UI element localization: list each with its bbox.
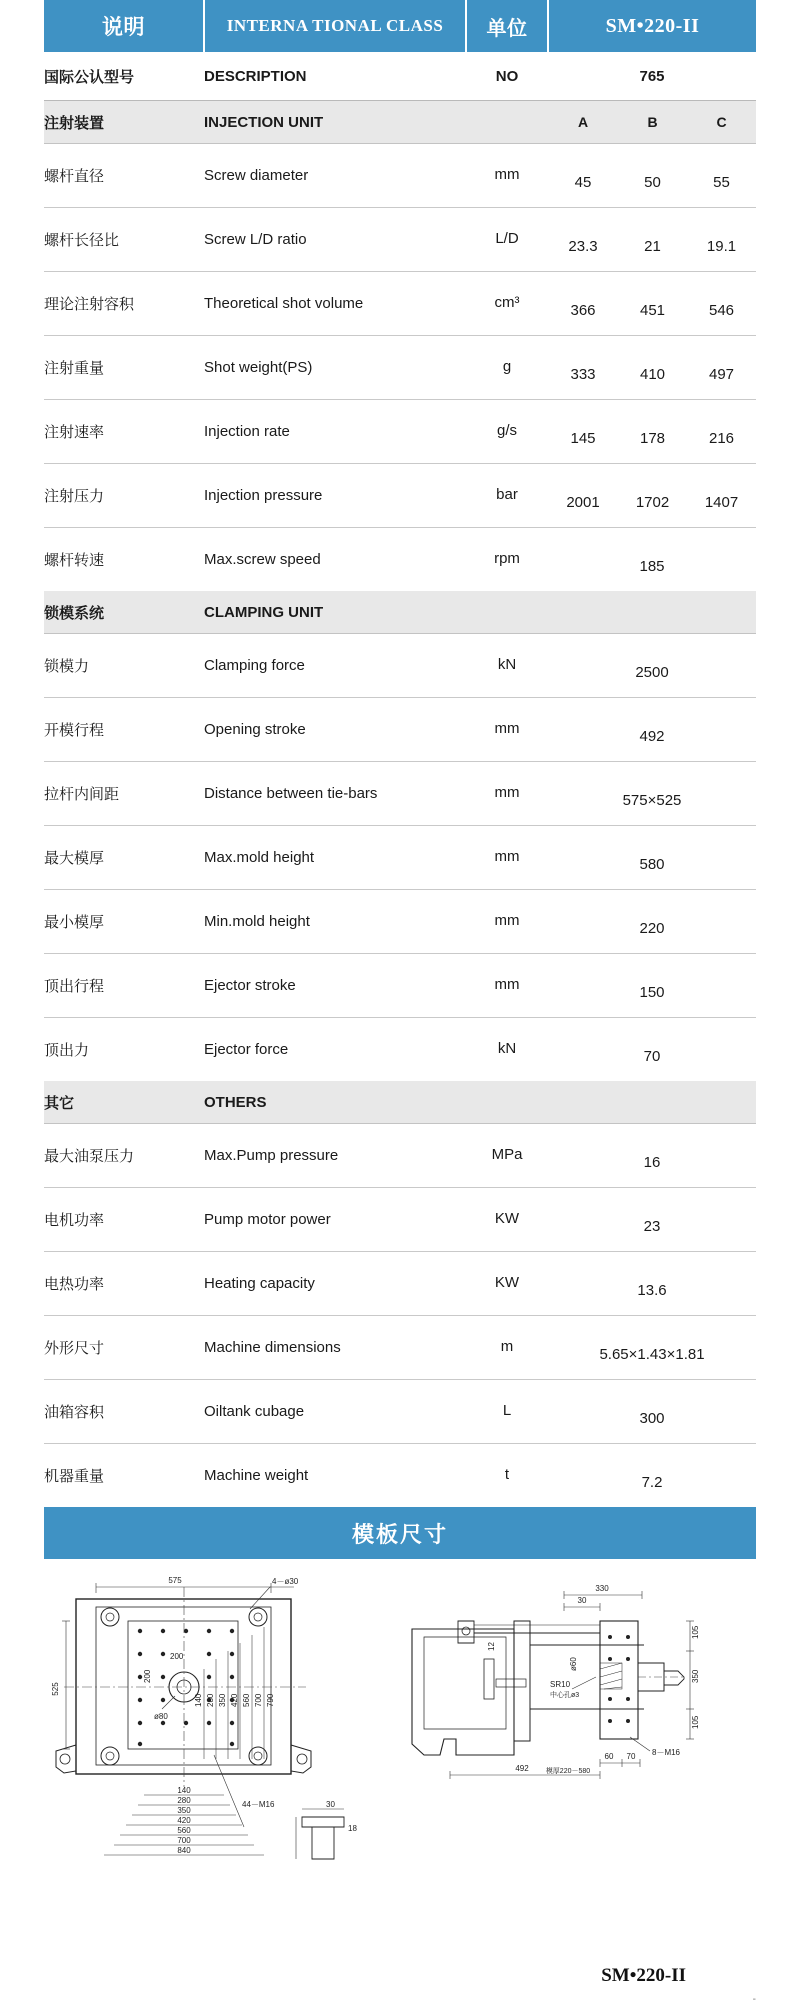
row-label-en: Theoretical shot volume bbox=[204, 272, 466, 336]
row-label-cn: 机器重量 bbox=[44, 1467, 105, 1485]
model-row-unit: NO bbox=[466, 52, 548, 101]
row-unit: mm bbox=[466, 826, 548, 890]
row-label-cn: 顶出行程 bbox=[44, 954, 204, 1018]
dim-420: 420 bbox=[230, 1693, 239, 1707]
row-label-en: Shot weight(PS) bbox=[204, 336, 466, 400]
label-center-bore: ø80 bbox=[154, 1712, 168, 1721]
row-unit: KW bbox=[466, 1188, 548, 1252]
row-unit: kN bbox=[466, 634, 548, 698]
table-row bbox=[44, 464, 756, 528]
row-value-merged: 300 bbox=[548, 1380, 756, 1444]
section-label-cn: 锁模系统 bbox=[44, 591, 204, 634]
row-value-c: 216 bbox=[687, 400, 756, 464]
dim-b-560: 560 bbox=[177, 1826, 191, 1835]
row-unit: mm bbox=[466, 698, 548, 762]
drawing-model-caption: SM•220-II bbox=[601, 1965, 686, 1986]
row-label-cn: 最大模厚 bbox=[44, 826, 204, 890]
row-label-cn: 开模行程 bbox=[44, 698, 204, 762]
header-cell-unit-cn: 单位 bbox=[466, 0, 548, 52]
dim-105-bottom: 105 bbox=[691, 1715, 700, 1729]
model-row-value: 765 bbox=[548, 52, 756, 101]
row-value-merged: 220 bbox=[548, 890, 756, 954]
column-label-b: B bbox=[618, 101, 687, 144]
model-number-row bbox=[44, 52, 756, 101]
row-label-cn: 锁模力 bbox=[44, 634, 204, 698]
row-label-cn: 螺杆直径 bbox=[44, 144, 204, 208]
section-label-en: CLAMPING UNIT bbox=[204, 591, 466, 634]
table-row bbox=[44, 336, 756, 400]
row-label-en: Machine dimensions bbox=[204, 1316, 466, 1380]
section-unit-blank bbox=[466, 591, 548, 634]
row-label-en: Machine weight bbox=[204, 1467, 309, 1484]
dim-30: 30 bbox=[577, 1596, 587, 1605]
dim-platen-height: 525 bbox=[51, 1682, 60, 1696]
dim-60: 60 bbox=[604, 1752, 614, 1761]
row-unit: cm³ bbox=[466, 272, 548, 336]
row-label-en: Injection rate bbox=[204, 400, 466, 464]
header-cell-description-cn: 说明 bbox=[44, 0, 204, 52]
dim-200-a: 200 bbox=[170, 1652, 184, 1661]
row-value-c: 1407 bbox=[687, 464, 756, 528]
dim-b-700: 700 bbox=[177, 1836, 191, 1845]
row-label-en: Opening stroke bbox=[204, 698, 466, 762]
header-cell-international-class: INTERNA TIONAL CLASS bbox=[204, 0, 466, 52]
section-header-injection bbox=[44, 101, 756, 144]
dim-detail-18: 18 bbox=[348, 1824, 357, 1833]
table-row bbox=[44, 144, 756, 208]
row-value-a: 45 bbox=[548, 144, 618, 208]
row-value-merged: 150 bbox=[548, 954, 756, 1018]
dim-140: 140 bbox=[194, 1693, 203, 1707]
row-label-cn: 螺杆转速 bbox=[44, 551, 105, 569]
table-row bbox=[44, 1316, 756, 1380]
row-unit: m bbox=[466, 1316, 548, 1380]
row-unit: L/D bbox=[466, 208, 548, 272]
row-value-b: 21 bbox=[618, 208, 687, 272]
row-value-b: 50 bbox=[618, 144, 687, 208]
dim-790: 790 bbox=[266, 1693, 275, 1707]
label-bolt-holes: 44－M16 bbox=[242, 1800, 275, 1809]
row-value-a: 2001 bbox=[548, 464, 618, 528]
table-row bbox=[44, 698, 756, 762]
table-row bbox=[44, 634, 756, 698]
row-label-cn: 注射重量 bbox=[44, 336, 204, 400]
section-header-clamping bbox=[44, 591, 756, 634]
model-row-label-cn: 国际公认型号 bbox=[44, 52, 204, 101]
section-label-en: INJECTION UNIT bbox=[204, 101, 466, 144]
row-unit: g bbox=[466, 336, 548, 400]
technical-drawing-area bbox=[44, 1559, 756, 2009]
dim-b-350: 350 bbox=[177, 1806, 191, 1815]
row-label-en: Heating capacity bbox=[204, 1252, 466, 1316]
row-label-en: Ejector stroke bbox=[204, 954, 466, 1018]
section-unit-blank bbox=[466, 1081, 548, 1124]
row-unit: mm bbox=[466, 762, 548, 826]
dim-200-b: 200 bbox=[143, 1669, 152, 1683]
dim-12: 12 bbox=[487, 1642, 496, 1651]
dim-b-420: 420 bbox=[177, 1816, 191, 1825]
dim-700: 700 bbox=[254, 1693, 263, 1707]
row-value-merged: 575×525 bbox=[548, 762, 756, 826]
row-label-cn: 理论注射容积 bbox=[44, 272, 204, 336]
column-label-a: A bbox=[548, 101, 618, 144]
table-row bbox=[44, 272, 756, 336]
row-label-cn: 注射速率 bbox=[44, 400, 204, 464]
row-label-cn: 最小模厚 bbox=[44, 890, 204, 954]
row-unit: mm bbox=[466, 890, 548, 954]
row-value-a: 333 bbox=[548, 336, 618, 400]
table-row bbox=[44, 1018, 756, 1082]
row-label-cn: 电热功率 bbox=[44, 1252, 204, 1316]
row-value-merged: 185 bbox=[639, 558, 665, 575]
row-value-a: 145 bbox=[548, 400, 618, 464]
section-header-others bbox=[44, 1081, 756, 1124]
row-label-en: Screw diameter bbox=[204, 144, 466, 208]
row-label-cn: 外形尺寸 bbox=[44, 1316, 204, 1380]
row-value-merged: 13.6 bbox=[548, 1252, 756, 1316]
row-unit: L bbox=[466, 1380, 548, 1444]
row-label-en: Clamping force bbox=[204, 634, 466, 698]
row-value-b: 410 bbox=[618, 336, 687, 400]
row-label-cn: 油箱容积 bbox=[44, 1380, 204, 1444]
table-body bbox=[44, 0, 756, 1507]
row-label-en: Ejector force bbox=[204, 1041, 289, 1058]
table-row bbox=[44, 1252, 756, 1316]
row-label-en: Injection pressure bbox=[204, 464, 466, 528]
row-unit: mm bbox=[466, 144, 548, 208]
row-value-merged: 2500 bbox=[548, 634, 756, 698]
row-value-b: 451 bbox=[618, 272, 687, 336]
row-value-merged: 492 bbox=[548, 698, 756, 762]
column-label-c: C bbox=[687, 101, 756, 144]
mold-drawings-svg bbox=[44, 1559, 756, 1999]
dim-350-side: 350 bbox=[691, 1669, 700, 1683]
page-number: - bbox=[752, 1994, 756, 2005]
dim-280: 280 bbox=[206, 1693, 215, 1707]
dim-560: 560 bbox=[242, 1693, 251, 1707]
row-label-en: Max.mold height bbox=[204, 826, 466, 890]
row-label-en: Max.screw speed bbox=[204, 551, 321, 568]
row-value-merged: 5.65×1.43×1.81 bbox=[548, 1316, 756, 1380]
section-value-blank bbox=[548, 591, 756, 634]
table-row bbox=[44, 762, 756, 826]
row-label-cn: 螺杆长径比 bbox=[44, 208, 204, 272]
dim-70: 70 bbox=[626, 1752, 636, 1761]
row-value-c: 55 bbox=[687, 144, 756, 208]
section-label-en: OTHERS bbox=[204, 1081, 466, 1124]
dim-350: 350 bbox=[218, 1693, 227, 1707]
row-value-c: 497 bbox=[687, 336, 756, 400]
row-value-c: 19.1 bbox=[687, 208, 756, 272]
table-row bbox=[44, 1188, 756, 1252]
dim-105-top: 105 bbox=[691, 1625, 700, 1639]
row-value-b: 1702 bbox=[618, 464, 687, 528]
table-row bbox=[44, 1380, 756, 1444]
row-value-a: 366 bbox=[548, 272, 618, 336]
dim-492: 492 bbox=[515, 1764, 529, 1773]
label-sr-note: 中心孔ø3 bbox=[550, 1692, 580, 1699]
row-label-cn: 电机功率 bbox=[44, 1188, 204, 1252]
row-label-en: Distance between tie-bars bbox=[204, 762, 466, 826]
row-label-en: Max.Pump pressure bbox=[204, 1124, 466, 1188]
dim-bore-60: ø60 bbox=[569, 1657, 578, 1671]
note-mold-thickness: 模厚220－580 bbox=[545, 1768, 591, 1775]
model-row-label-en: DESCRIPTION bbox=[204, 52, 466, 101]
row-unit: t bbox=[504, 1466, 510, 1483]
table-row bbox=[44, 1444, 756, 1508]
row-value-a: 23.3 bbox=[548, 208, 618, 272]
row-label-en: Min.mold height bbox=[204, 890, 466, 954]
table-row bbox=[44, 528, 756, 592]
dim-b-280: 280 bbox=[177, 1796, 191, 1805]
row-value-b: 178 bbox=[618, 400, 687, 464]
dim-detail-30: 30 bbox=[326, 1800, 335, 1809]
dim-b-840: 840 bbox=[177, 1846, 191, 1855]
row-value-merged: 16 bbox=[548, 1124, 756, 1188]
row-unit: rpm bbox=[494, 550, 520, 567]
row-unit: KW bbox=[466, 1252, 548, 1316]
dim-b-140: 140 bbox=[177, 1786, 191, 1795]
platen-front-view bbox=[56, 1583, 344, 1859]
row-label-cn: 顶出力 bbox=[44, 1041, 90, 1059]
row-value-c: 546 bbox=[687, 272, 756, 336]
dim-platen-width: 575 bbox=[168, 1576, 182, 1585]
row-value-merged: 70 bbox=[643, 1048, 661, 1065]
row-label-en: Pump motor power bbox=[204, 1188, 466, 1252]
row-label-en: Oiltank cubage bbox=[204, 1380, 466, 1444]
row-label-cn: 拉杆内间距 bbox=[44, 762, 204, 826]
row-label-cn: 注射压力 bbox=[44, 464, 204, 528]
row-value-merged: 23 bbox=[548, 1188, 756, 1252]
label-locating-holes: 4－ø30 bbox=[272, 1577, 299, 1586]
row-unit: g/s bbox=[466, 400, 548, 464]
row-unit: mm bbox=[466, 954, 548, 1018]
header-cell-model: SM•220-II bbox=[548, 0, 756, 52]
section-label-cn: 其它 bbox=[44, 1081, 204, 1124]
table-row bbox=[44, 890, 756, 954]
table-row bbox=[44, 1124, 756, 1188]
table-row bbox=[44, 954, 756, 1018]
label-side-bolts: 8－M16 bbox=[652, 1748, 681, 1757]
dim-330: 330 bbox=[595, 1584, 609, 1593]
row-unit: bar bbox=[466, 464, 548, 528]
row-value-merged: 580 bbox=[548, 826, 756, 890]
table-row bbox=[44, 400, 756, 464]
row-label-en: Screw L/D ratio bbox=[204, 208, 466, 272]
section-label-cn: 注射装置 bbox=[44, 101, 204, 144]
row-unit: MPa bbox=[466, 1124, 548, 1188]
row-value-merged: 7.2 bbox=[641, 1474, 663, 1491]
table-row bbox=[44, 826, 756, 890]
label-sr10: SR10 bbox=[550, 1680, 571, 1689]
mold-size-banner: 模板尺寸 bbox=[44, 1507, 756, 1559]
section-value-blank bbox=[548, 1081, 756, 1124]
row-unit: kN bbox=[497, 1040, 517, 1057]
table-header-row bbox=[44, 0, 756, 52]
specification-table bbox=[44, 0, 756, 1507]
row-label-cn: 最大油泵压力 bbox=[44, 1124, 204, 1188]
table-row bbox=[44, 208, 756, 272]
section-unit-blank bbox=[466, 101, 548, 144]
